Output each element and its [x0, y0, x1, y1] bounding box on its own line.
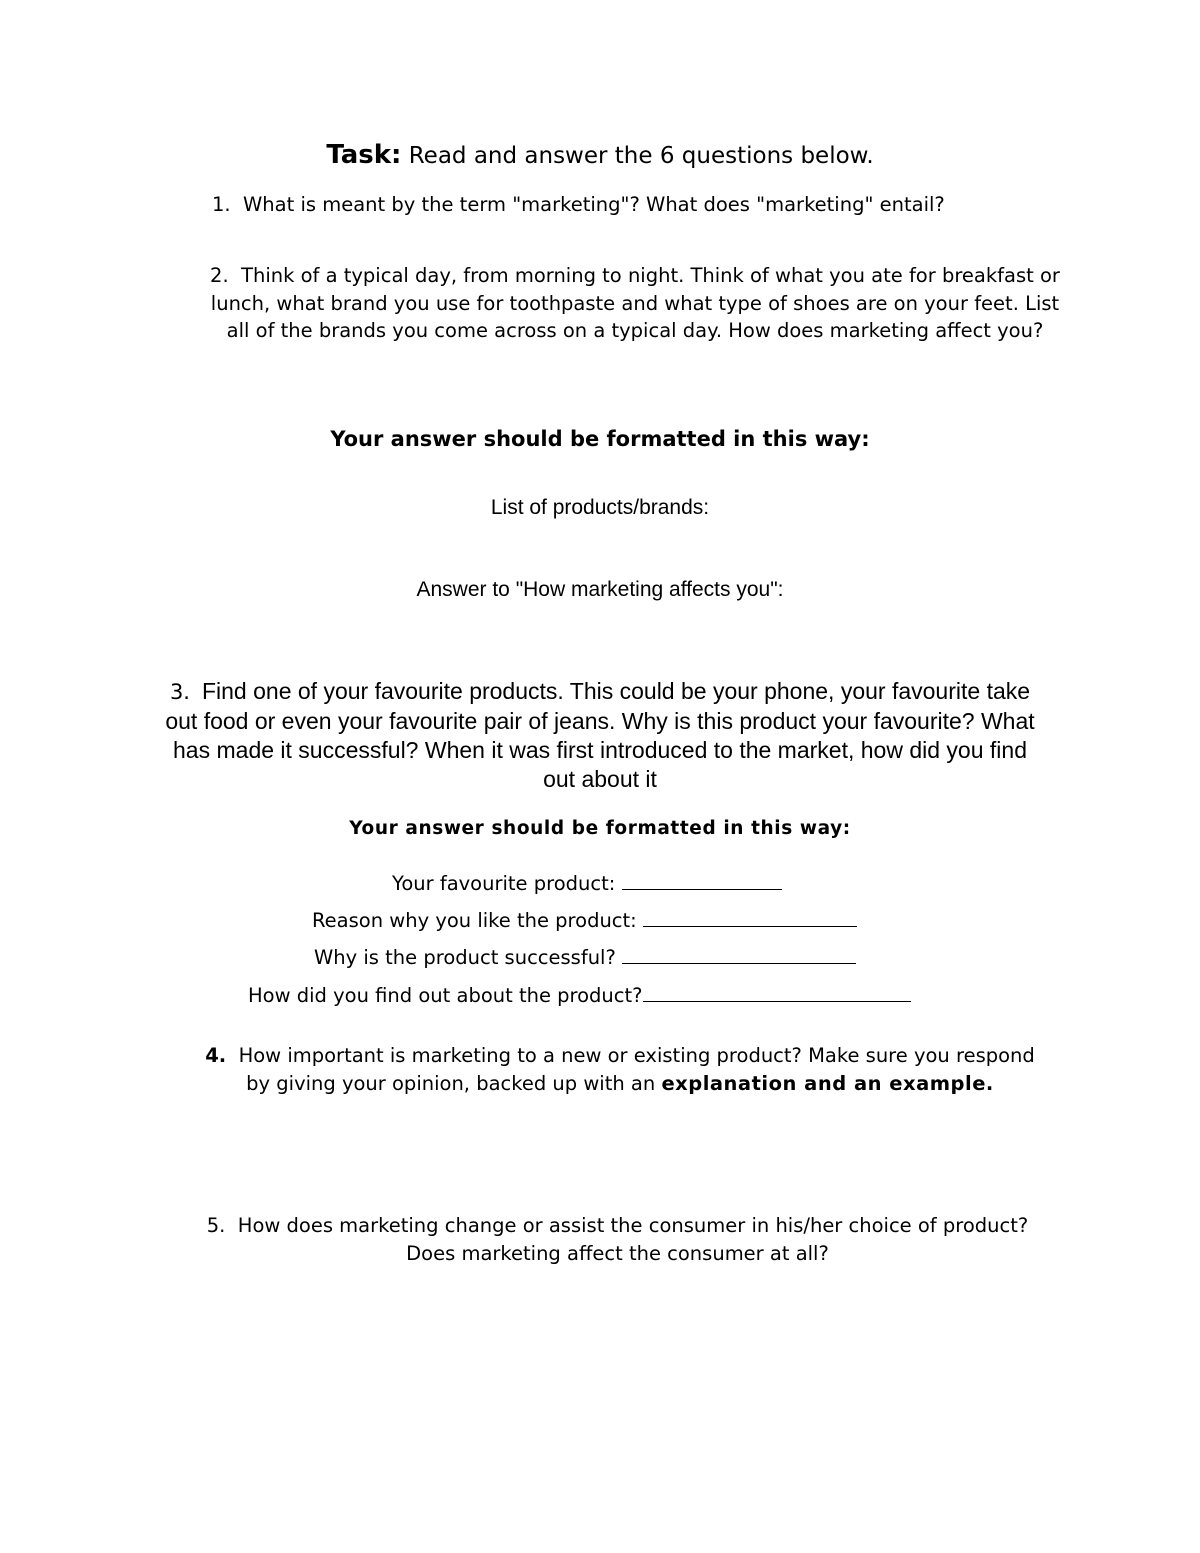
answer-blank-line[interactable] [622, 944, 856, 964]
format-heading-1: Your answer should be formatted in this way: [330, 427, 870, 451]
successful-field [314, 944, 856, 969]
question-2-number: 2. [210, 264, 229, 287]
question-5-number: 5. [206, 1214, 226, 1237]
question-5 [200, 1212, 1035, 1267]
question-4-bold-text: explanation and an example. [661, 1071, 994, 1095]
field-label: How did you find out about the product? [248, 984, 643, 1007]
field-label: Your favourite product: [392, 872, 616, 895]
format-heading-2: Your answer should be formatted in this way: [349, 818, 851, 839]
question-4-text: How important is marketing to a new or existing product? Make sure you respond by giving your opinion, backed up with an [238, 1044, 1035, 1095]
question-2-text: Think of a typical day, from morning to night. Think of what you ate for breakfast or lunch, what brand you use for toothpaste and what type of shoes are on your feet. List all of the brands you come across on a typical day. How does marketing affect you? [210, 264, 1060, 342]
answer-blank-line[interactable] [622, 870, 782, 890]
question-3-number: 3. [169, 680, 190, 704]
question-4 [200, 1042, 1040, 1097]
question-2 [200, 262, 1070, 345]
favourite-product-field [392, 870, 782, 895]
question-1-text: What is meant by the term "marketing"? What does "marketing" entail? [243, 193, 945, 216]
task-text: Read and answer the 6 questions below. [408, 143, 874, 169]
question-1-number: 1. [212, 193, 231, 216]
reason-field [312, 907, 857, 932]
answer-blank-line[interactable] [643, 982, 911, 1002]
field-label: Why is the product successful? [314, 946, 616, 969]
question-1 [212, 193, 945, 216]
answer-label: Answer to "How marketing affects you": [416, 578, 784, 601]
find-out-field [248, 982, 911, 1007]
answer-blank-line[interactable] [643, 907, 857, 927]
question-3-text: Find one of your favourite products. This could be your phone, your favourite take out food or even your favourite pair of jeans. Why is this product your favourite? What has made it successful? When it was first introduced to the market, how did you find out about it [165, 678, 1035, 792]
field-label: Reason why you like the product: [312, 909, 637, 932]
task-instruction [0, 140, 1200, 170]
list-products-label: List of products/brands: [490, 496, 710, 519]
question-4-number: 4. [205, 1044, 227, 1067]
question-3 [160, 677, 1040, 794]
task-label: Task: [326, 140, 402, 170]
question-5-text: How does marketing change or assist the consumer in his/her choice of product? Does marketing affect the consumer at all? [237, 1214, 1029, 1265]
